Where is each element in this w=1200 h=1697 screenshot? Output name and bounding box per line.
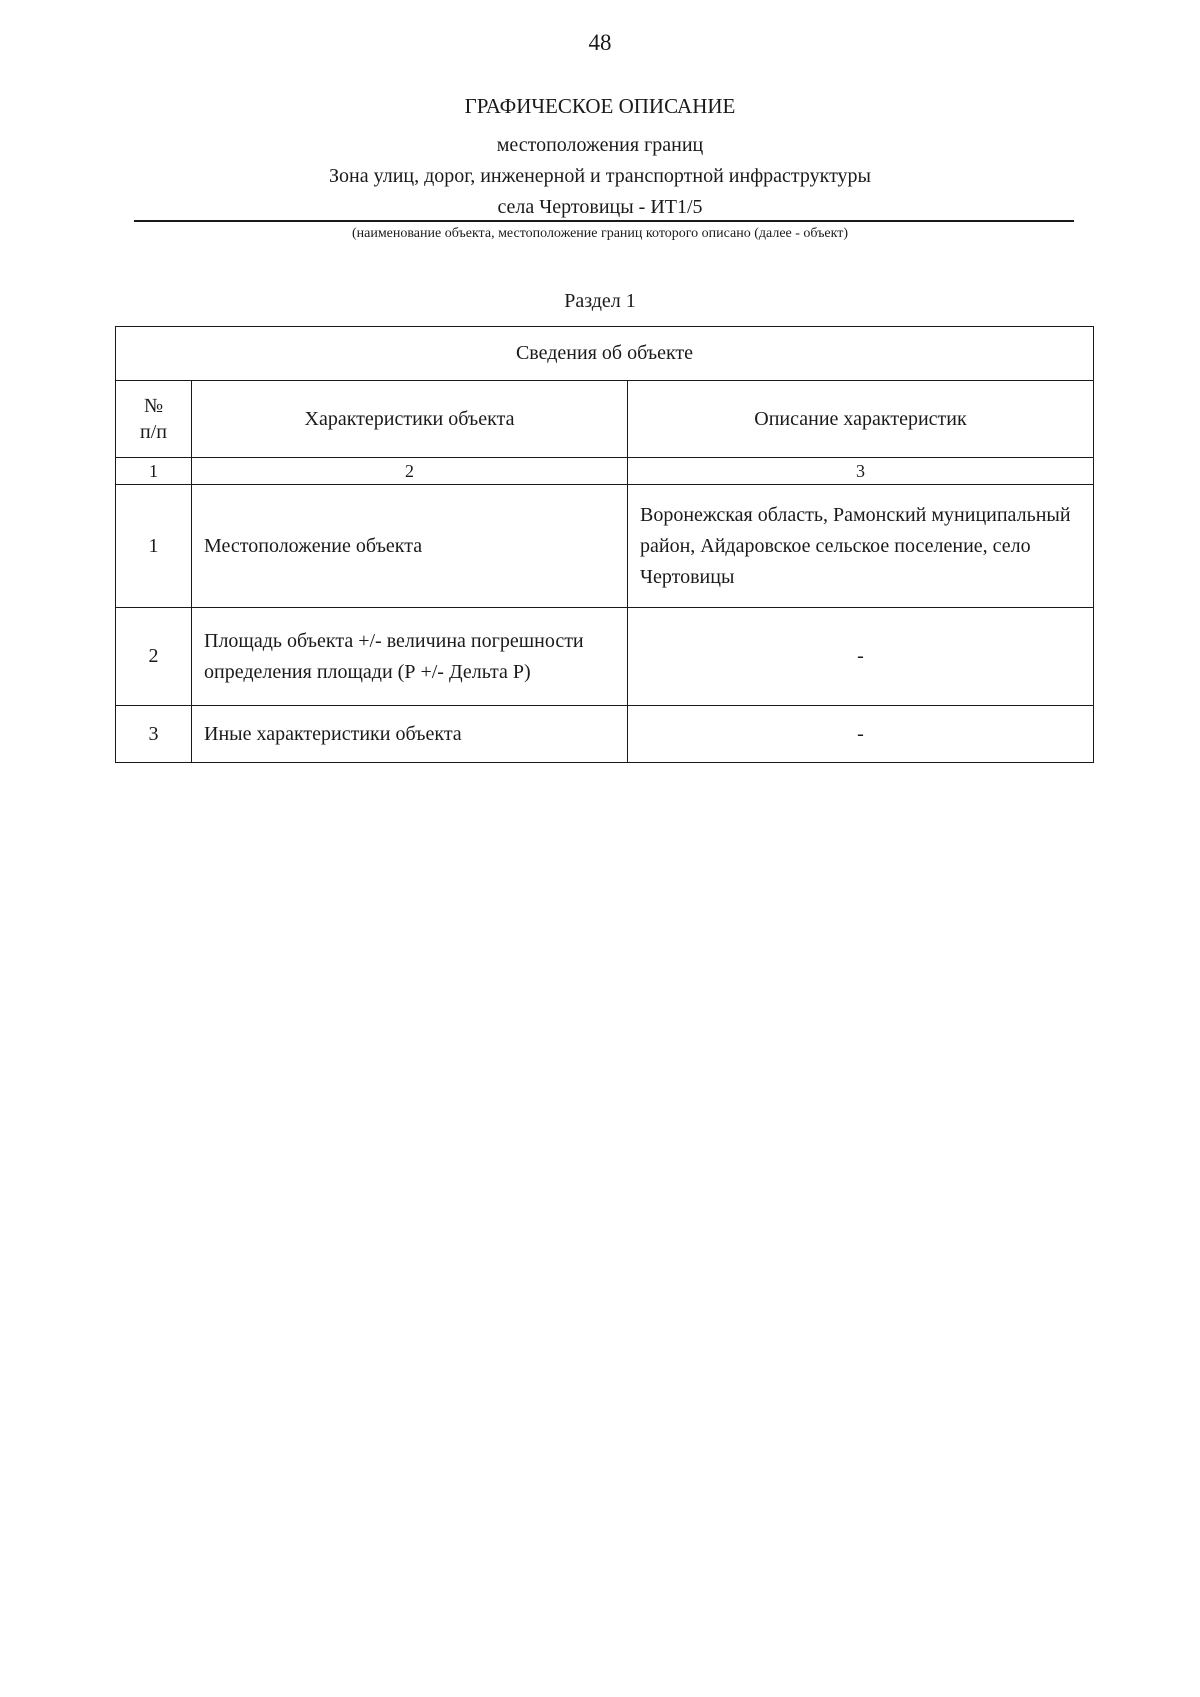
column-header-num-line2: п/п — [140, 421, 167, 443]
table-row — [116, 706, 1094, 763]
title-underline — [134, 220, 1074, 222]
table-header: Сведения об объекте — [116, 327, 1094, 381]
object-info-table — [115, 326, 1094, 763]
row-characteristic: Местоположение объекта — [192, 485, 628, 608]
table-header-row — [116, 327, 1094, 381]
column-header-num — [116, 381, 192, 458]
page-number: 48 — [588, 30, 612, 55]
column-numbers-row — [116, 458, 1094, 485]
column-headers-row — [116, 381, 1094, 458]
column-header-num-line1: № — [143, 395, 164, 417]
row-description: - — [628, 706, 1094, 763]
row-number: 1 — [116, 485, 192, 608]
column-header-characteristics: Характеристики объекта — [192, 381, 628, 458]
object-caption: (наименование объекта, местоположение границ которого описано (далее - объект) — [351, 226, 849, 241]
subtitle-line-3: села Чертовицы - ИТ1/5 — [497, 196, 703, 218]
column-header-description: Описание характеристик — [628, 381, 1094, 458]
column-number-1: 1 — [116, 458, 192, 485]
row-number: 2 — [116, 608, 192, 706]
object-name-block — [0, 130, 1200, 223]
row-characteristic: Площадь объекта +/- величина погрешности определения площади (Р +/- Дельта Р) — [192, 608, 628, 706]
table-row — [116, 485, 1094, 608]
subtitle-line-1: местоположения границ — [496, 134, 704, 156]
column-number-2: 2 — [192, 458, 628, 485]
section-title: Раздел 1 — [564, 290, 636, 312]
row-characteristic: Иные характеристики объекта — [192, 706, 628, 763]
column-number-3: 3 — [628, 458, 1094, 485]
row-description: Воронежская область, Рамонский муниципальный район, Айдаровское сельское поселение, село Чертовицы — [628, 485, 1094, 608]
row-description: - — [628, 608, 1094, 706]
subtitle-line-2: Зона улиц, дорог, инженерной и транспортной инфраструктуры — [329, 165, 871, 187]
table-row — [116, 608, 1094, 706]
document-title: ГРАФИЧЕСКОЕ ОПИСАНИЕ — [464, 94, 736, 118]
row-number: 3 — [116, 706, 192, 763]
